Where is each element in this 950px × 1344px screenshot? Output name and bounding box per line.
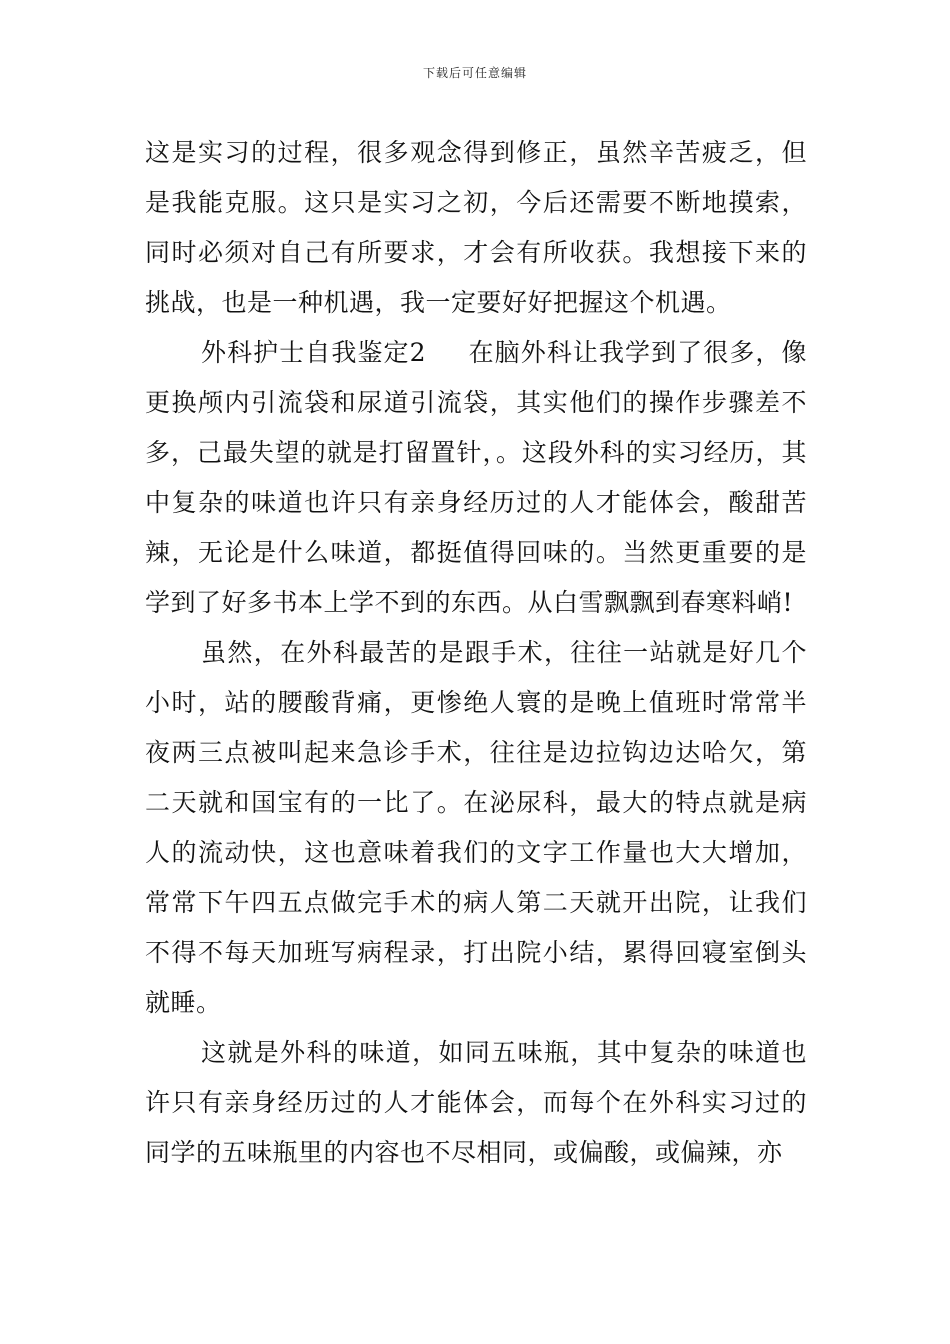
header-note: 下载后可任意编辑 <box>422 66 527 80</box>
paragraph-3-text: 虽然，在外科最苦的是跟手术，往往一站就是好几个小时，站的腰酸背痛，更惨绝人寰的是晚上值班时常常半夜两三点被叫起来急诊手术，往往是边拉钩边达哈欠，第二天就和国宝有的一比了。在泌尿科，最大的特点就是病人的流动快，这也意味着我们的文字工作量也大大增加，常常下午四五点做完手术的病人第二天就开出院，让我们不得不每天加班写病程录，打出院小结，累得回寝室倒头就睡。 <box>145 638 807 1017</box>
document-body <box>145 128 807 1178</box>
paragraph-1 <box>145 128 807 328</box>
paragraph-2 <box>145 328 807 628</box>
paragraph-2-text: 在脑外科让我学到了很多，像更换颅内引流袋和尿道引流袋，其实他们的操作步骤差不多，己最失望的就是打留置针，。这段外科的实习经历，其中复杂的味道也许只有亲身经历过的人才能体会，酸甜苦辣，无论是什么味道，都挺值得回味的。当然更重要的是学到了好多书本上学不到的东西。从白雪飘飘到春寒料峭! <box>145 338 807 617</box>
paragraph-4-text: 这就是外科的味道，如同五味瓶，其中复杂的味道也许只有亲身经历过的人才能体会，而每个在外科实习过的同学的五味瓶里的内容也不尽相同，或偏酸，或偏辣，亦 <box>145 1038 807 1167</box>
paragraph-4 <box>145 1028 807 1178</box>
paragraph-3 <box>145 628 807 1028</box>
section-heading: 外科护士自我鉴定2 <box>201 338 427 367</box>
paragraph-1-text: 这是实习的过程，很多观念得到修正，虽然辛苦疲乏，但是我能克服。这只是实习之初，今后还需要不断地摸索，同时必须对自己有所要求，才会有所收获。我想接下来的挑战，也是一种机遇，我一定要好好把握这个机遇。 <box>145 138 807 317</box>
